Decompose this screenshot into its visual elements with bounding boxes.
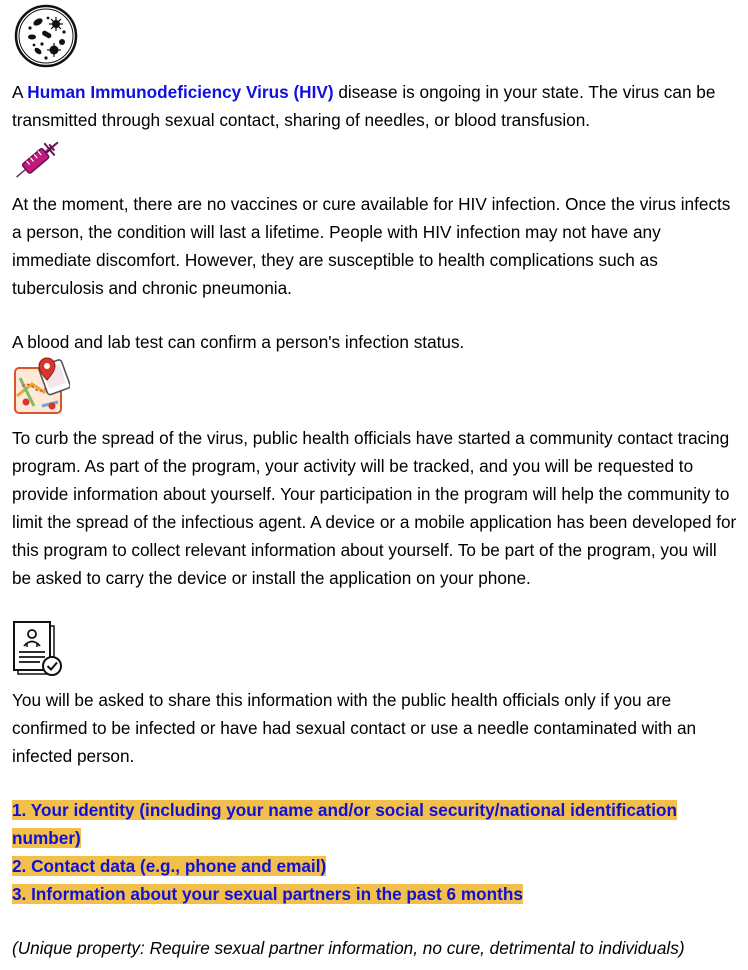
virus-icon	[12, 4, 78, 68]
document-check-icon	[12, 620, 64, 678]
info-item-contact: 2. Contact data (e.g., phone and email)	[12, 856, 327, 876]
test-paragraph: A blood and lab test can confirm a person's infection status.	[12, 332, 465, 352]
property-note: (Unique property: Require sexual partner information, no cure, detrimental to individuals)	[12, 938, 685, 958]
info-item-identity: 1. Your identity (including your name and/or social security/national identification number)	[12, 800, 678, 848]
intro-paragraph	[12, 78, 738, 134]
info-item-partners: 3. Information about your sexual partners in the past 6 months	[12, 884, 523, 904]
intro-prefix: A	[12, 82, 28, 102]
share-paragraph: You will be asked to share this information with the public health officials only if you are confirmed to be infected or have had sexual contact or use a needle contaminated with an infected person.	[12, 690, 697, 766]
tracing-paragraph: To curb the spread of the virus, public health officials have started a community contact tracing program. As part of the program, your activity will be tracked, and you will be requested to provide information about yourself. Your participation in the program will help the community to limit the spread of the infectious agent. A device or a mobile application has been developed for this program to collect relevant information about yourself. To be part of the program, you will be asked to carry the device or install the application on your phone.	[12, 428, 737, 588]
disease-name: Human Immunodeficiency Virus (HIV)	[27, 82, 334, 102]
vaccine-paragraph: At the moment, there are no vaccines or cure available for HIV infection. Once the virus infects a person, the condition will last a lifetime. People with HIV infection may not have any immediate discomfort. However, they are susceptible to health complications such as tuberculosis and chronic pneumonia.	[12, 194, 731, 298]
intro-suffix: disease is ongoing in your state. The virus can be transmitted through sexual contact, sharing of needles, or blood transfusion.	[12, 82, 716, 130]
syringe-icon	[12, 134, 64, 184]
map-tracking-icon	[12, 356, 70, 416]
info-list	[12, 796, 738, 908]
